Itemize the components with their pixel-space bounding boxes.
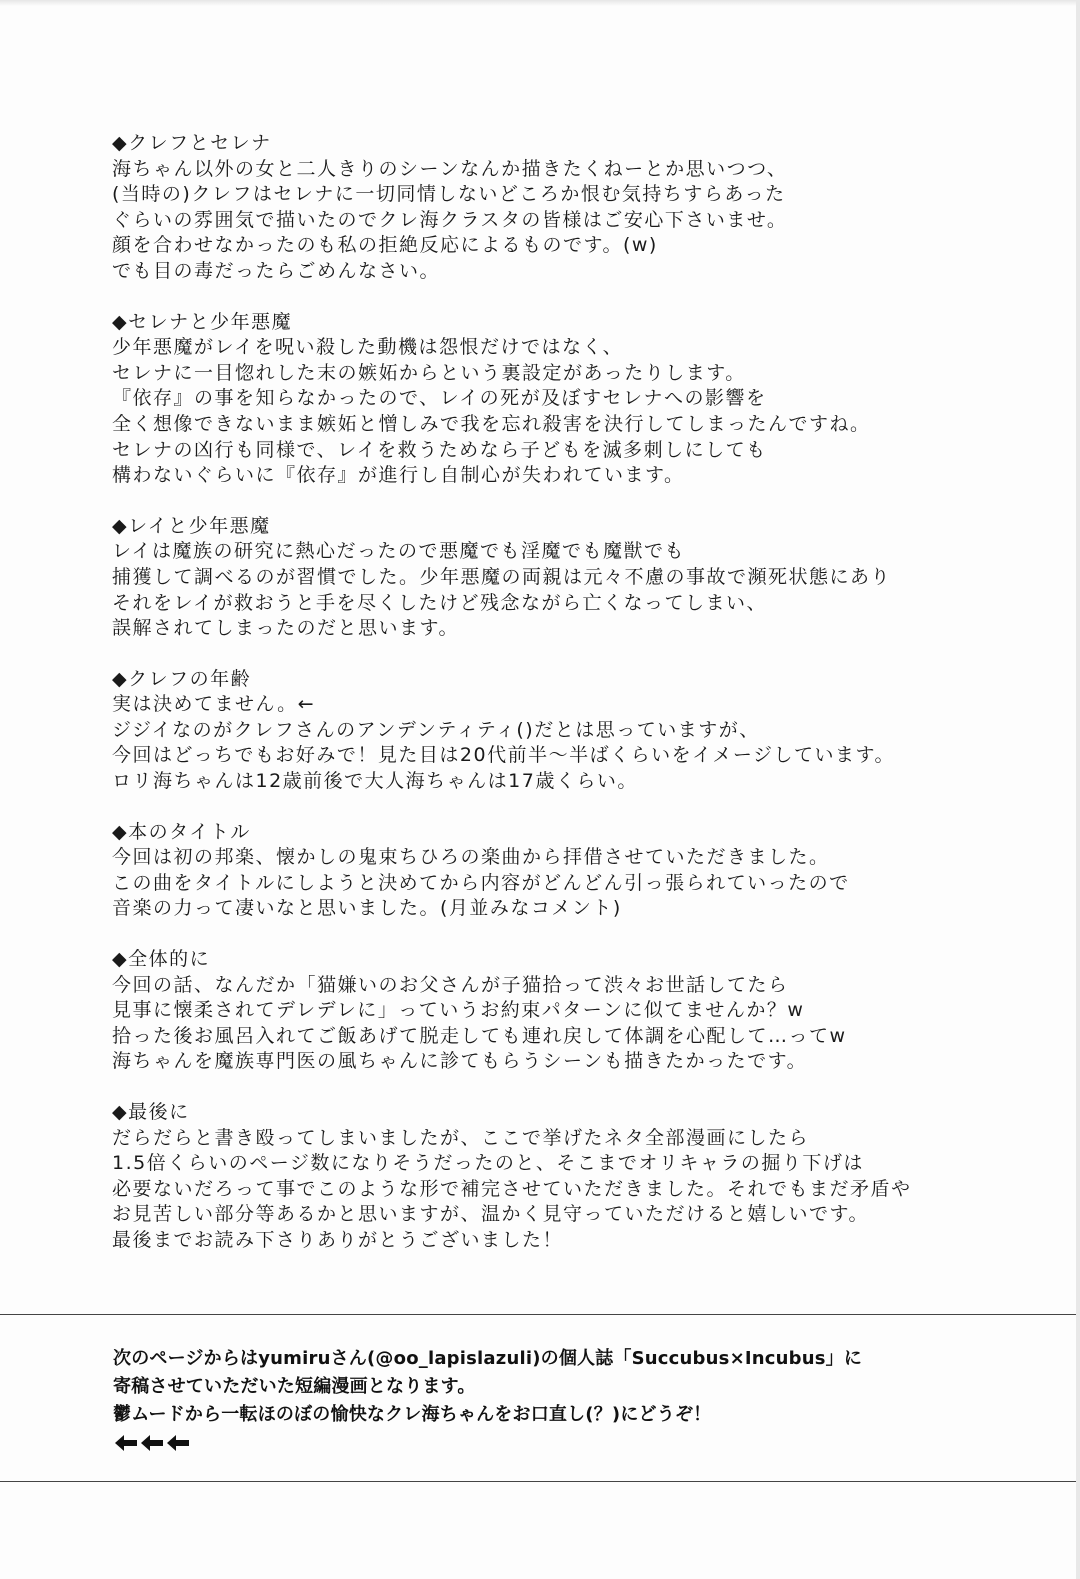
note-section [112, 310, 972, 489]
section-text-line: 実は決めてません。← [112, 693, 316, 716]
section-text-line: 誤解されてしまったのだと思います。 [112, 617, 459, 640]
section-text-line: セレナに一目惚れした末の嫉妬からという裏設定があったりします。 [112, 361, 746, 384]
note-section [112, 131, 972, 285]
note-section [112, 820, 972, 922]
section-text-line: 拾った後お風呂入れてご飯あげて脱走しても連れ戻して体調を心配して…ってw [112, 1024, 847, 1047]
section-text-line: それをレイが救おうと手を尽くしたけど残念ながら亡くなってしまい、 [112, 591, 768, 614]
afterword-notes [112, 131, 972, 1279]
section-text-line: レイは魔族の研究に熱心だったので悪魔でも淫魔でも魔獣でも [112, 540, 686, 563]
section-text-line: 海ちゃんを魔族専門医の風ちゃんに診てもらうシーンも描きたかったです。 [112, 1050, 808, 1073]
next-page-notice [113, 1345, 973, 1429]
section-text-line: 構わないぐらいに『依存』が進行し自制心が失われています。 [112, 464, 685, 487]
left-arrow-icon [166, 1433, 190, 1453]
section-heading: ◆レイと少年悪魔 [112, 514, 271, 537]
page-edge-shadow [0, 0, 1080, 6]
section-text-line: 今回はどっちでもお好みで！見た目は20代前半～半ばくらいをイメージしています。 [112, 744, 896, 767]
note-section [112, 667, 972, 795]
notice-line: 寄稿させていただいた短編漫画となります。 [113, 1376, 476, 1397]
section-text-line: 1.5倍くらいのページ数になりそうだったのと、そこまでオリキャラの掘り下げは [112, 1152, 864, 1175]
section-text-line: でも目の毒だったらごめんなさい。 [112, 259, 441, 282]
divider-bottom [0, 1481, 1076, 1482]
note-section [112, 1100, 972, 1254]
section-heading: ◆クレフの年齢 [112, 667, 252, 690]
section-text-line: 見事に懐柔されてデレデレに」っていうお約束パターンに似てませんか？w [112, 999, 805, 1022]
section-text-line: 捕獲して調べるのが習慣でした。少年悪魔の両親は元々不慮の事故で瀕死状態にあり [112, 565, 892, 588]
note-section [112, 947, 972, 1075]
section-text-line: (当時の)クレフはセレナに一切同情しないどころか恨む気持ちすらあった [112, 183, 786, 206]
section-text-line: この曲をタイトルにしようと決めてから内容がどんどん引っ張られていったので [112, 871, 850, 894]
section-text-line: ぐらいの雰囲気で描いたのでクレ海クラスタの皆様はご安心下さいませ。 [112, 208, 788, 231]
section-heading: ◆本のタイトル [112, 820, 251, 843]
section-heading: ◆セレナと少年悪魔 [112, 310, 293, 333]
section-text-line: 『依存』の事を知らなかったので、レイの死が及ぼすセレナへの影響を [112, 387, 767, 410]
notice-line: 鬱ムードから一転ほのぼの愉快なクレ海ちゃんをお口直し(？)にどうぞ！ [113, 1404, 712, 1425]
section-heading: ◆全体的に [112, 948, 211, 971]
page-edge-right [1076, 0, 1080, 1579]
section-heading: ◆最後に [112, 1101, 190, 1123]
section-text-line: 音楽の力って凄いなと思いました。(月並みなコメント) [112, 897, 622, 920]
section-text-line: 最後までお読み下さりありがとうございました！ [112, 1228, 564, 1251]
section-text-line: セレナの凶行も同様で、レイを救うためなら子どもを滅多刺しにしても [112, 438, 767, 461]
section-text-line: 顔を合わせなかったのも私の拒絶反応によるものです。(w) [112, 234, 658, 257]
notice-line: 次のページからはyumiruさん(@oo_lapislazuli)の個人誌「Succubus×Incubus」に [113, 1348, 863, 1369]
section-text-line: 海ちゃん以外の女と二人きりのシーンなんか描きたくねーとか思いつつ、 [112, 157, 788, 180]
section-text-line: 少年悪魔がレイを呪い殺した動機は怨恨だけではなく、 [112, 336, 624, 359]
section-text-line: だらだらと書き殴ってしまいましたが、ここで挙げたネタ全部漫画にしたら [112, 1126, 810, 1149]
section-text-line: 全く想像できないまま嫉妬と憎しみで我を忘れ殺害を決行してしまったんですね。 [112, 412, 871, 435]
section-text-line: お見苦しい部分等あるかと思いますが、温かく見守っていただけると嬉しいです。 [112, 1203, 869, 1226]
section-text-line: 今回の話、なんだか「猫嫌いのお父さんが子猫拾って渋々お世話してたら [112, 973, 789, 996]
left-arrow-icon [114, 1433, 138, 1453]
divider-top [0, 1314, 1076, 1315]
section-text-line: ジジイなのがクレフさんのアンデンティティ()だとは思っていますが、 [112, 718, 760, 741]
page-turn-arrows [114, 1430, 190, 1456]
section-text-line: ロリ海ちゃんは12歳前後で大人海ちゃんは17歳くらい。 [112, 770, 638, 793]
section-heading: ◆クレフとセレナ [112, 132, 272, 154]
left-arrow-icon [140, 1433, 164, 1453]
note-section [112, 514, 972, 642]
section-text-line: 必要ないだろって事でこのような形で補完させていただきました。それでもまだ矛盾や [112, 1177, 912, 1200]
section-text-line: 今回は初の邦楽、懐かしの鬼束ちひろの楽曲から拝借させていただきました。 [112, 846, 830, 869]
